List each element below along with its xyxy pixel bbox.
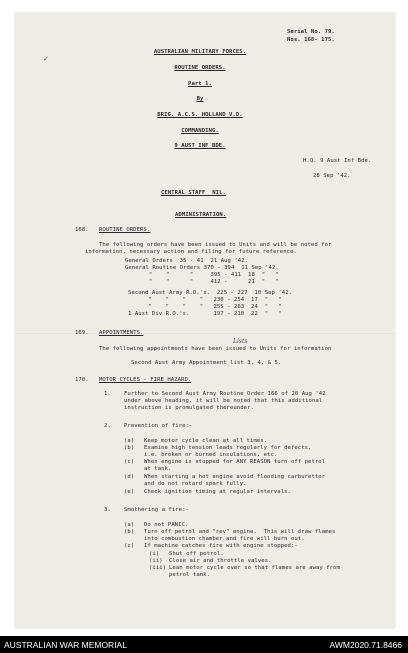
para-1-number: 1. bbox=[104, 391, 111, 397]
prevention-label-c: (c) bbox=[124, 459, 135, 465]
prevention-b-line-1: Examine high tension leads regularly for defects, bbox=[144, 445, 312, 451]
para-2-number: 2. bbox=[104, 423, 111, 429]
commander-name: BRIG. A.C.S. HOLLAND V.D. bbox=[157, 112, 243, 118]
para-1-line-3: instruction is promulgated thereunder. bbox=[124, 405, 254, 411]
smothering-b-line-1: Turn off petrol and "rev" engine. This will draw flames bbox=[144, 529, 336, 535]
section-168-title: ROUTINE ORDERS. bbox=[99, 227, 151, 233]
para-3-title: Smothering a fire:- bbox=[124, 507, 189, 513]
order-row-8: 1 Aust Div R.O.'s. 197 - 210 22 " " bbox=[128, 311, 282, 317]
smothering-label-c: (c) bbox=[124, 543, 135, 549]
sub-label-ii: (ii) bbox=[149, 558, 163, 564]
smothering-c-line-1: If machine catches fire with engine stopped:- bbox=[144, 543, 298, 549]
smothering-label-b: (b) bbox=[124, 529, 135, 535]
footer-bar bbox=[0, 636, 408, 653]
smothering-label-a: (a) bbox=[124, 522, 135, 528]
order-row-1: General Orders 35 - 41 21 Aug '42. bbox=[125, 258, 249, 264]
sub-i-text: Shut off petrol. bbox=[169, 551, 224, 557]
hq-address: H.Q. 9 Aust Inf Bde. bbox=[303, 158, 372, 164]
orders-title: ROUTINE ORDERS. bbox=[174, 65, 226, 71]
section-169-title: APPOINTMENTS. bbox=[99, 330, 144, 336]
prevention-e-line-1: Check ignition timing at regular intervals. bbox=[144, 489, 291, 495]
section-170-title: MOTOR CYCLES - FIRE HAZARD. bbox=[99, 377, 192, 383]
order-row-5: Second Aust Army R.O.'s. 225 - 227 10 Sep '42. bbox=[128, 290, 293, 296]
serial-number: Serial No. 79. bbox=[287, 29, 335, 35]
section-170-number: 170. bbox=[75, 377, 89, 383]
prevention-c-line-1: When engine is stopped for ANY REASON turn off petrol bbox=[144, 459, 326, 465]
section-169-number: 169. bbox=[75, 330, 89, 336]
para-2-title: Prevention of fire:- bbox=[124, 423, 193, 429]
unit-name: 9 AUST INF BDE. bbox=[174, 143, 226, 149]
order-numbers: Nos. 168- 175. bbox=[287, 37, 335, 43]
handwritten-insert: Lists bbox=[233, 338, 248, 345]
footer-accession-number: AWM2020.71.8466 bbox=[329, 640, 402, 650]
prevention-d-line-1: When starting a hot engine avoid flooding carburettor bbox=[144, 474, 326, 480]
prevention-b-line-2: i.e. broken or burned insulations, etc. bbox=[144, 452, 278, 458]
administration-heading: ADMINISTRATION. bbox=[175, 212, 227, 218]
para-3-number: 3. bbox=[104, 507, 111, 513]
order-row-4: " " " 412 - 21 " " bbox=[125, 279, 279, 285]
prevention-label-a: (a) bbox=[124, 438, 135, 444]
prevention-label-e: (e) bbox=[124, 489, 135, 495]
pencil-mark: ✓ bbox=[43, 55, 49, 63]
order-row-6: " " " " 230 - 254 17 " " bbox=[128, 297, 282, 303]
order-row-2: General Routine Orders 370 - 394 11 Sep '42. bbox=[125, 265, 279, 271]
footer-institution: AUSTRALIAN WAR MEMORIAL bbox=[4, 640, 127, 650]
section-168-intro-1: The following orders have been issued to Units and will be noted for bbox=[99, 242, 332, 248]
smothering-b-line-2: into combustion chamber and fire will burn out. bbox=[144, 536, 305, 542]
fold-line bbox=[15, 333, 395, 334]
prevention-c-line-2: at tank. bbox=[144, 466, 172, 472]
central-staff-heading: CENTRAL STAFF NIL. bbox=[161, 190, 226, 196]
smothering-a-line-1: Do not PANIC. bbox=[144, 522, 189, 528]
prevention-label-d: (d) bbox=[124, 474, 135, 480]
section-168-intro-2: information, necessary action and filing for future reference. bbox=[85, 249, 297, 255]
prevention-d-line-2: and do not rotard spark fully. bbox=[144, 481, 247, 487]
sub-iii-continued: petrol tank. bbox=[169, 572, 211, 578]
prevention-a-line-1: Keep motor cycle clean at all times. bbox=[144, 438, 268, 444]
sub-ii-text: Close air and throttle valves. bbox=[169, 558, 272, 564]
section-168-number: 168. bbox=[75, 227, 89, 233]
prevention-label-b: (b) bbox=[124, 445, 135, 451]
section-169-line-2: Second Aust Army Appointment list 3, 4, & 5. bbox=[131, 360, 282, 366]
para-1-line-2: under above heading, it will be noted that this additional bbox=[124, 398, 323, 404]
by-label: By bbox=[196, 96, 204, 102]
sub-label-i: (i) bbox=[149, 551, 160, 557]
sub-label-iii: (iii) bbox=[149, 565, 167, 571]
order-row-7: " " " " 255 - 263 24 " " bbox=[128, 304, 282, 310]
order-date: 28 Sep '42. bbox=[313, 173, 351, 179]
commanding-label: COMMANDING. bbox=[181, 128, 219, 134]
para-1-line-1: Further to Second Aust Army Routine Order 166 of 20 Aug '42 bbox=[124, 391, 326, 397]
document-page bbox=[15, 13, 395, 628]
section-169-line-1: The following appointments have been issued to Units for information bbox=[99, 346, 332, 352]
order-row-3: " " " 395 - 411 18 " " bbox=[125, 272, 279, 278]
org-heading: AUSTRALIAN MILITARY FORCES. bbox=[153, 49, 247, 55]
part-label: Part 1. bbox=[188, 81, 212, 87]
sub-iii-text: Lean motor cycle over so that flames are away from bbox=[169, 565, 340, 571]
